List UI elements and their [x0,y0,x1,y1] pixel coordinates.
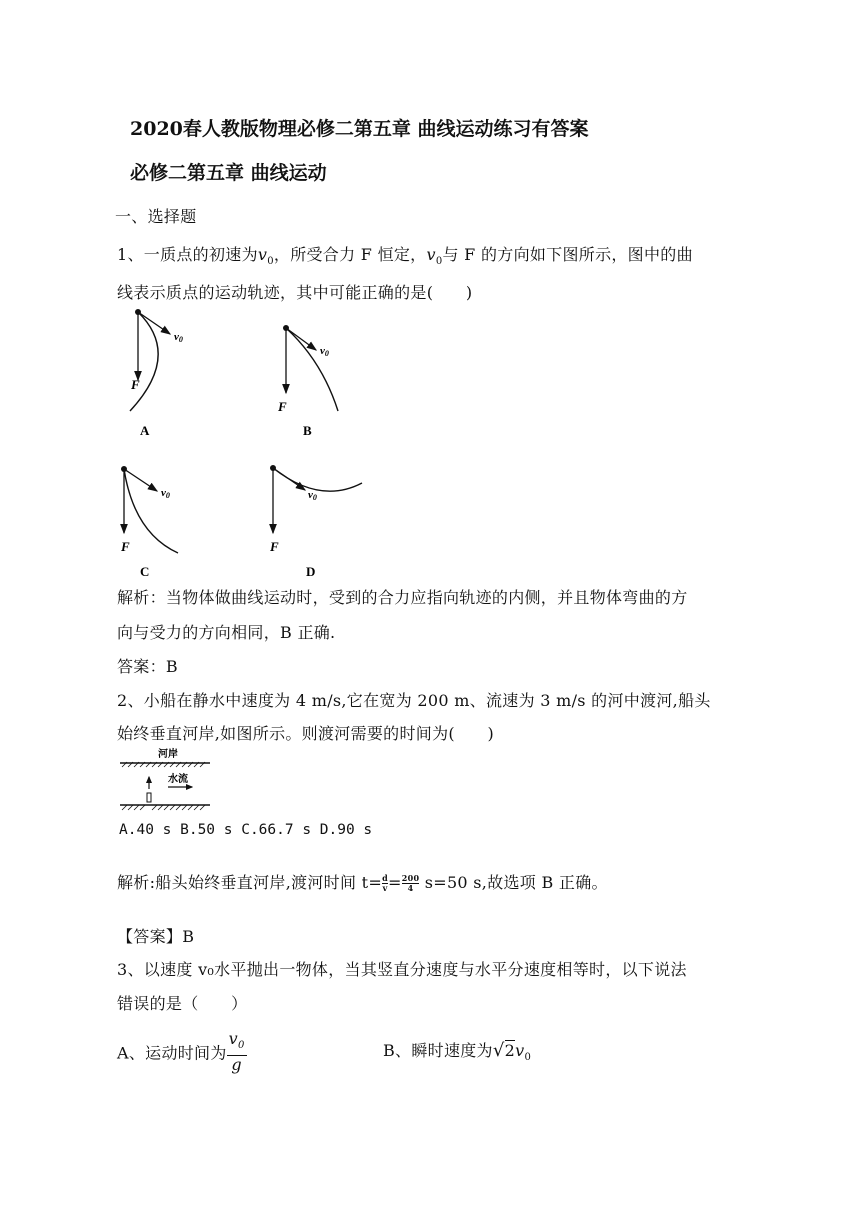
svg-text:F: F [270,539,279,554]
q1-analysis-line1: 解析：当物体做曲线运动时，受到的合力应指向轨迹的内侧，并且物体弯曲的方 [117,588,688,607]
document-title: 2020春人教版物理必修二第五章 曲线运动练习有答案 [130,118,589,140]
q2-stem-line2: 始终垂直河岸,如图所示。则渡河需要的时间为( ) [117,724,495,743]
svg-text:F: F [121,539,130,554]
svg-text:C: C [140,564,150,579]
q2-river-figure [118,745,212,811]
q1-text-c: 与 F 的方向如下图所示，图中的曲 [442,245,693,264]
q1-answer: 答案：B [117,657,178,676]
section-heading: 一、选择题 [115,207,197,226]
diagram-d [269,465,362,579]
svg-text:v0: v0 [161,487,170,500]
q1-stem-line1: 1、一质点的初速为$v_0$，所受合力 F 恒定，$v_0$与 F 的方向如下图所示，图中的曲 [117,245,693,268]
q2-options: A.40 s B.50 s C.66.7 s D.90 s [119,822,373,838]
q1-v0: v [257,245,268,264]
q2-fraction-200-4: $\frac{200}{4}$ [401,873,420,893]
q1-text-b: ，所受合力 F 恒定， [273,245,427,264]
q2-analysis: 解析:船头始终垂直河岸,渡河时间 t= $\frac{d}{v}$ = $\frac{200}{4}$ s=50 s,故选项 B 正确。 [117,873,608,893]
svg-text:河岸: 河岸 [158,749,178,760]
svg-text:水流: 水流 [168,774,188,785]
q3-stem-line1: 3、以速度 v₀水平抛出一物体，当其竖直分速度与水平分速度相等时，以下说法 [117,960,687,979]
svg-text:v0: v0 [320,345,329,358]
q1-stem-line2: 线表示质点的运动轨迹，其中可能正确的是( ) [117,283,473,302]
svg-text:B: B [303,423,312,438]
chapter-heading: 必修二第五章 曲线运动 [130,162,327,184]
svg-text:F: F [131,377,140,392]
q1-analysis-line2: 向与受力的方向相同，B 正确. [117,623,336,642]
q2-answer: 【答案】B [117,927,195,946]
q3-stem-line2: 错误的是（ ） [117,994,248,1013]
svg-text:D: D [306,564,316,579]
q1-text-a: 1、一质点的初速为 [117,245,258,264]
q3-option-b: B、瞬时速度为$√2v_0$ [383,1040,532,1064]
q3-sqrt-2: 2 [504,1041,516,1060]
diagram-a [130,309,183,438]
svg-text:v0: v0 [308,489,317,502]
svg-text:A: A [140,423,150,438]
q2-stem-line1: 2、小船在静水中速度为 4 m/s,它在宽为 200 m、流速为 3 m/s 的河中渡河,船头 [117,691,711,710]
q3-fraction-v0-g: $\frac{v_0}{g}$ [228,1029,245,1075]
diagram-b [277,325,338,438]
svg-text:F: F [278,399,287,414]
q1-figure [110,305,390,587]
q2-fraction-dv: $\frac{d}{v}$ [382,873,389,893]
q3-option-a: A、运动时间为 $\frac{v_0}{g}$ [117,1029,245,1075]
diagram-c [120,466,178,579]
svg-text:v0: v0 [174,331,183,344]
